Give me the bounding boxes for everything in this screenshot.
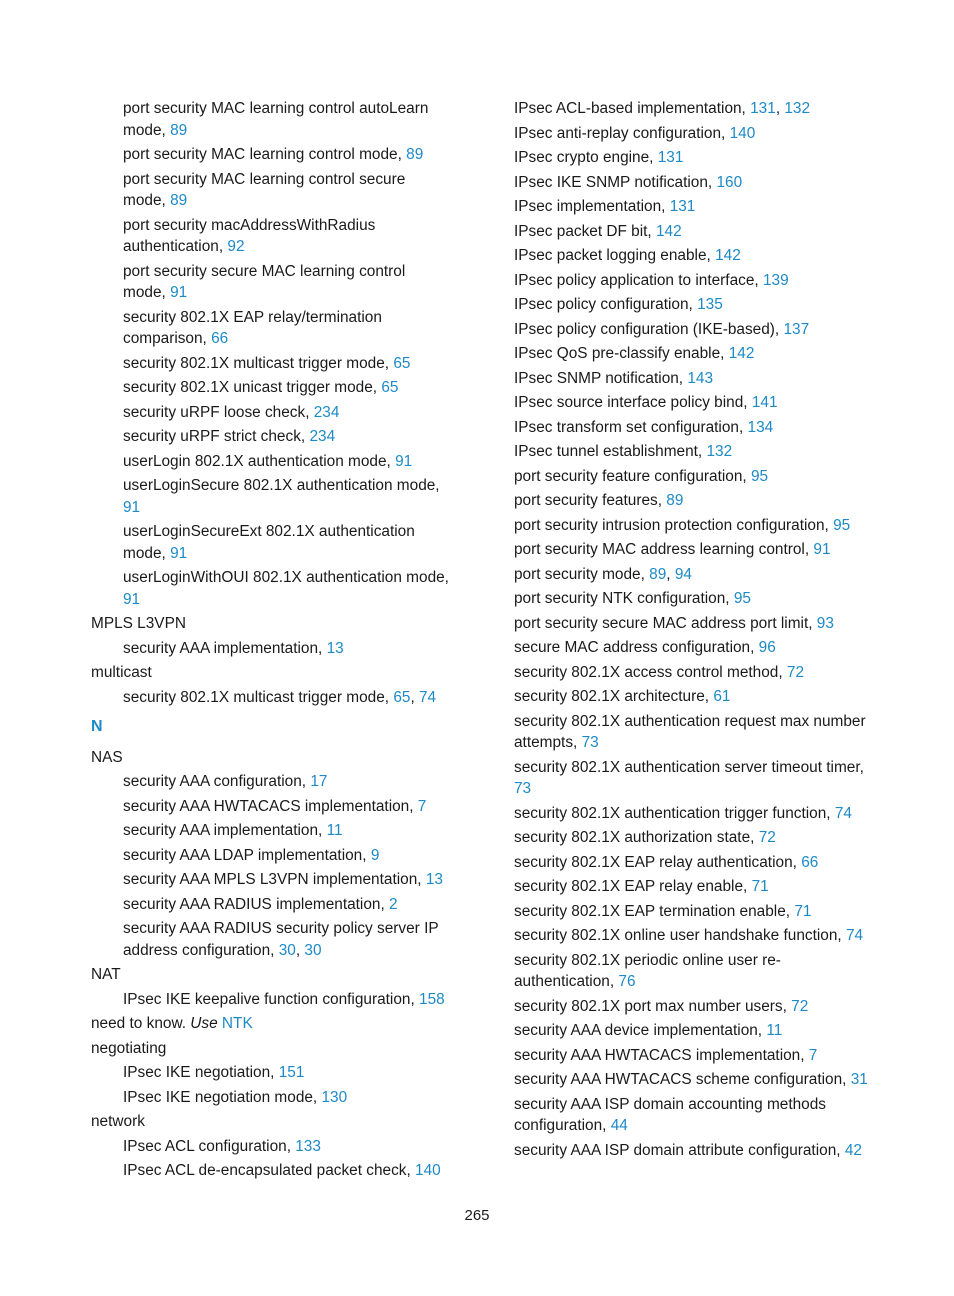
- page-link[interactable]: 132: [784, 100, 811, 117]
- index-subentry: [91, 918, 451, 961]
- index-entry: [514, 901, 874, 923]
- index-subentry: [91, 426, 451, 448]
- index-term: security AAA implementation,: [123, 639, 327, 657]
- index-term: security 802.1X EAP relay enable,: [514, 878, 752, 895]
- index-subentry: [91, 845, 451, 867]
- page-link[interactable]: 160: [716, 173, 743, 191]
- ref-separator: ,: [295, 941, 305, 959]
- page-link[interactable]: 131: [669, 198, 696, 215]
- index-term: port security MAC learning control mode,: [123, 146, 407, 163]
- page-link[interactable]: 131: [657, 149, 684, 166]
- index-term: userLoginSecure 802.1X authentication mode,: [123, 477, 440, 494]
- index-entry: [514, 343, 874, 365]
- page-link[interactable]: 130: [321, 1088, 348, 1106]
- index-subentry: [91, 215, 451, 258]
- ref-separator: ,: [666, 565, 675, 583]
- index-term: NAT: [91, 966, 121, 983]
- page-link[interactable]: 96: [758, 639, 776, 656]
- index-term: security 802.1X authorization state,: [514, 829, 759, 846]
- index-subentry: [91, 894, 451, 916]
- index-term: IPsec ACL-based implementation,: [514, 100, 751, 117]
- index-entry: [514, 319, 874, 341]
- index-entry: [514, 172, 874, 194]
- index-term: NAS: [91, 748, 123, 766]
- index-entry: [91, 964, 451, 986]
- page-link[interactable]: 7: [417, 797, 427, 815]
- page-link[interactable]: 71: [794, 902, 812, 920]
- index-term: port security secure MAC address port limit,: [514, 614, 817, 632]
- page-link[interactable]: 95: [733, 590, 751, 607]
- index-entry: [514, 368, 874, 390]
- page-link[interactable]: 131: [750, 100, 776, 117]
- index-term: IPsec packet DF bit,: [514, 222, 656, 240]
- page-link[interactable]: 65: [393, 354, 411, 372]
- page-link[interactable]: 76: [618, 973, 636, 990]
- index-entry: [514, 98, 874, 120]
- index-term: need to know.: [91, 1015, 191, 1032]
- page-link[interactable]: 91: [170, 284, 188, 301]
- index-subentry: [91, 989, 451, 1011]
- page-link[interactable]: 89: [170, 192, 188, 209]
- index-subentry: [91, 261, 451, 304]
- page-link[interactable]: 2: [389, 895, 398, 913]
- index-subentry: [91, 869, 451, 891]
- page-link[interactable]: 151: [278, 1064, 305, 1081]
- index-entry: [91, 747, 451, 769]
- index-term: IPsec policy configuration (IKE-based),: [514, 320, 784, 338]
- page-link[interactable]: 132: [706, 443, 733, 460]
- index-subentry: [91, 451, 451, 473]
- index-term: IPsec policy application to interface,: [514, 271, 763, 289]
- index-term: IPsec QoS pre-classify enable,: [514, 345, 729, 362]
- index-term: security AAA HWTACACS scheme configuration,: [514, 1071, 851, 1088]
- index-entry: [514, 564, 874, 586]
- index-entry: [91, 662, 451, 684]
- index-term: IPsec ACL de-encapsulated packet check,: [123, 1162, 416, 1179]
- index-term: security AAA device implementation,: [514, 1022, 767, 1039]
- index-entry: [91, 1111, 451, 1133]
- index-subentry: [91, 1136, 451, 1158]
- index-term: IPsec IKE keepalive function configuration,: [123, 990, 420, 1008]
- index-entry: [514, 588, 874, 610]
- index-term: userLogin 802.1X authentication mode,: [123, 452, 396, 470]
- page-link[interactable]: 95: [750, 467, 769, 485]
- index-term: negotiating: [91, 1039, 167, 1057]
- page-link[interactable]: 71: [751, 878, 769, 895]
- index-term: IPsec transform set configuration,: [514, 418, 748, 436]
- index-entry: [514, 662, 874, 684]
- index-entry: [514, 515, 874, 537]
- page-link[interactable]: 13: [326, 639, 344, 657]
- index-entry: [514, 803, 874, 825]
- page-link[interactable]: 89: [649, 565, 667, 583]
- page-link[interactable]: 65: [393, 688, 411, 706]
- index-term: security 802.1X multicast trigger mode,: [123, 354, 394, 372]
- index-term: port security features,: [514, 492, 667, 509]
- index-term: userLoginSecureExt 802.1X authentication mode,: [123, 523, 415, 562]
- page-link[interactable]: 94: [674, 565, 692, 583]
- index-entry: [514, 876, 874, 898]
- index-entry: [514, 1020, 874, 1042]
- index-entry: [514, 613, 874, 635]
- index-entry: [514, 490, 874, 512]
- page-link[interactable]: 74: [419, 688, 437, 706]
- index-term: IPsec packet logging enable,: [514, 247, 716, 264]
- index-subentry: [91, 771, 451, 793]
- index-term: port security mode,: [514, 565, 650, 583]
- index-term: network: [91, 1113, 145, 1130]
- index-subentry: [91, 638, 451, 660]
- index-term: security uRPF loose check,: [123, 403, 314, 421]
- page-link[interactable]: 91: [395, 452, 413, 470]
- index-entry: [91, 1013, 451, 1035]
- index-term: port security MAC learning control secure mode,: [123, 170, 406, 209]
- index-term: IPsec implementation,: [514, 198, 670, 215]
- index-term: port security macAddressWithRadius authentication,: [123, 216, 376, 255]
- see-reference-label: Use: [190, 1015, 218, 1032]
- index-term: multicast: [91, 664, 152, 681]
- page-link[interactable]: 91: [170, 544, 188, 562]
- index-term: IPsec tunnel establishment,: [514, 443, 707, 460]
- index-entry: [514, 147, 874, 169]
- index-term: security AAA HWTACACS implementation,: [123, 797, 418, 815]
- index-term: security AAA ISP domain attribute configuration,: [514, 1141, 845, 1159]
- index-term: secure MAC address configuration,: [514, 639, 759, 656]
- index-entry: [514, 196, 874, 218]
- page-link[interactable]: 142: [728, 345, 755, 362]
- page-link[interactable]: 66: [211, 330, 229, 347]
- index-entry: [91, 1038, 451, 1060]
- index-subentry: [91, 1160, 451, 1182]
- page-link[interactable]: 139: [762, 271, 789, 289]
- index-term: security 802.1X authentication trigger function,: [514, 804, 835, 822]
- index-term: security AAA ISP domain accounting methods configuration,: [514, 1095, 826, 1134]
- page-link[interactable]: 142: [715, 247, 741, 264]
- page-link[interactable]: 7: [808, 1046, 818, 1064]
- index-term: security 802.1X architecture,: [514, 688, 714, 705]
- index-term: security AAA HWTACACS implementation,: [514, 1046, 809, 1064]
- page-link[interactable]: 66: [801, 853, 819, 871]
- index-subentry: [91, 377, 451, 399]
- index-entry: [514, 686, 874, 708]
- index-term: IPsec source interface policy bind,: [514, 394, 752, 411]
- index-term: security 802.1X access control method,: [514, 663, 787, 681]
- page-link[interactable]: 42: [844, 1141, 862, 1159]
- index-letter-heading: N: [91, 718, 103, 735]
- index-subentry: [91, 567, 451, 610]
- page-link[interactable]: 17: [310, 773, 328, 790]
- index-term: security 802.1X periodic online user re-authentication,: [514, 951, 781, 990]
- index-term: port security MAC learning control autoLearn mode,: [123, 100, 429, 139]
- page-link[interactable]: 65: [381, 379, 399, 396]
- page-link[interactable]: 95: [833, 516, 851, 534]
- index-subentry: [91, 475, 451, 518]
- index-subentry: [91, 796, 451, 818]
- index-subentry: [91, 98, 451, 141]
- index-term: security AAA RADIUS implementation,: [123, 895, 390, 913]
- index-entry: [514, 245, 874, 267]
- index-subentry: [91, 144, 451, 166]
- index-term: port security secure MAC learning control mode,: [123, 262, 406, 301]
- page-link[interactable]: 72: [786, 663, 805, 681]
- page-link[interactable]: 89: [666, 492, 684, 509]
- page-link[interactable]: 13: [425, 871, 443, 888]
- page-link[interactable]: NTK: [221, 1015, 253, 1032]
- index-term: port security feature configuration,: [514, 467, 751, 485]
- index-subentry: [91, 353, 451, 375]
- index-term: security 802.1X unicast trigger mode,: [123, 379, 382, 396]
- index-term: IPsec IKE SNMP notification,: [514, 173, 717, 191]
- index-subentry: [91, 521, 451, 564]
- index-subentry: [91, 1062, 451, 1084]
- page-link[interactable]: 140: [415, 1162, 441, 1179]
- page-link[interactable]: 142: [656, 222, 682, 240]
- index-subentry: [91, 687, 451, 709]
- index-entry: [514, 637, 874, 659]
- page-link[interactable]: 140: [729, 124, 756, 142]
- index-term: IPsec IKE negotiation mode,: [123, 1088, 322, 1106]
- index-entry: [514, 1094, 874, 1137]
- ref-separator: ,: [410, 688, 419, 706]
- page-link[interactable]: 91: [123, 498, 141, 516]
- index-entry: [514, 1069, 874, 1091]
- page-link[interactable]: 74: [845, 927, 864, 944]
- index-entry: [514, 827, 874, 849]
- index-term: port security intrusion protection configuration,: [514, 516, 834, 534]
- page-link[interactable]: 30: [278, 941, 296, 959]
- index-subentry: [91, 1087, 451, 1109]
- index-term: security 802.1X EAP relay authentication,: [514, 853, 802, 871]
- page-link[interactable]: 137: [783, 320, 810, 338]
- page-link[interactable]: 234: [309, 428, 336, 445]
- index-term: security uRPF strict check,: [123, 428, 310, 445]
- ref-separator: ,: [775, 100, 785, 117]
- index-subentry: [91, 169, 451, 212]
- index-term: security 802.1X authentication server timeout timer,: [514, 758, 864, 776]
- page-link[interactable]: 89: [170, 121, 188, 139]
- index-entry: [514, 996, 874, 1018]
- index-entry: [514, 270, 874, 292]
- index-term: IPsec ACL configuration,: [123, 1137, 296, 1155]
- index-subentry: [91, 307, 451, 350]
- index-term: security 802.1X online user handshake function,: [514, 927, 846, 944]
- index-term: MPLS L3VPN: [91, 615, 186, 632]
- index-entry: [514, 392, 874, 414]
- index-term: security AAA implementation,: [123, 822, 327, 839]
- index-term: security 802.1X EAP termination enable,: [514, 902, 795, 920]
- index-column-right: [514, 98, 874, 1164]
- page-link[interactable]: 234: [313, 403, 340, 421]
- index-term: port security MAC address learning control,: [514, 541, 814, 558]
- index-term: IPsec crypto engine,: [514, 149, 658, 166]
- page-link[interactable]: 9: [370, 846, 380, 864]
- page-link[interactable]: 91: [813, 541, 831, 558]
- page-link[interactable]: 134: [747, 418, 774, 436]
- page-link[interactable]: 93: [816, 614, 834, 632]
- index-term: IPsec IKE negotiation,: [123, 1064, 279, 1081]
- index-entry: [91, 613, 451, 635]
- page-link[interactable]: 133: [295, 1137, 321, 1155]
- index-subentry: [91, 402, 451, 424]
- page-link[interactable]: 73: [514, 780, 532, 797]
- index-entry: [514, 1140, 874, 1162]
- page-link[interactable]: 135: [697, 296, 723, 313]
- index-term: security 802.1X authentication request max number attempts,: [514, 712, 866, 751]
- index-entry: [514, 294, 874, 316]
- page-link[interactable]: 61: [713, 688, 731, 705]
- index-entry: [514, 539, 874, 561]
- index-entry: [514, 221, 874, 243]
- index-term: security AAA RADIUS security policy server IP address configuration,: [123, 920, 439, 959]
- page-link[interactable]: 11: [326, 822, 343, 839]
- page-link[interactable]: 72: [791, 997, 809, 1015]
- page-link[interactable]: 73: [581, 734, 599, 751]
- page-link[interactable]: 74: [834, 804, 852, 822]
- index-term: security AAA LDAP implementation,: [123, 846, 371, 864]
- index-entry: [514, 757, 874, 800]
- index-term: IPsec anti-replay configuration,: [514, 124, 730, 142]
- index-term: security 802.1X EAP relay/termination comparison,: [123, 308, 382, 347]
- index-entry: [514, 711, 874, 754]
- page-number: 265: [464, 1207, 490, 1224]
- page-link[interactable]: 72: [758, 829, 776, 846]
- page-link[interactable]: 143: [687, 369, 714, 387]
- index-term: IPsec SNMP notification,: [514, 369, 688, 387]
- index-entry: [514, 123, 874, 145]
- index-term: security AAA MPLS L3VPN implementation,: [123, 871, 426, 888]
- index-entry: [514, 441, 874, 463]
- page-link[interactable]: 11: [766, 1022, 783, 1039]
- page-link[interactable]: 31: [850, 1071, 868, 1088]
- index-entry: [514, 950, 874, 993]
- index-entry: [514, 466, 874, 488]
- page-link[interactable]: 30: [304, 941, 322, 959]
- index-term: security 802.1X port max number users,: [514, 997, 792, 1015]
- page-link[interactable]: 91: [123, 590, 141, 608]
- page-link[interactable]: 141: [751, 394, 778, 411]
- index-column-left: [91, 98, 451, 1185]
- page-link[interactable]: 44: [610, 1117, 628, 1134]
- page-link[interactable]: 89: [406, 146, 424, 163]
- index-term: security AAA configuration,: [123, 773, 311, 790]
- page-link[interactable]: 92: [227, 238, 245, 255]
- page-link[interactable]: 158: [419, 990, 445, 1008]
- index-subentry: [91, 820, 451, 842]
- index-entry: [514, 417, 874, 439]
- index-term: port security NTK configuration,: [514, 590, 734, 607]
- index-entry: [514, 852, 874, 874]
- index-entry: [514, 925, 874, 947]
- index-term: security 802.1X multicast trigger mode,: [123, 688, 394, 706]
- index-entry: [514, 1045, 874, 1067]
- index-term: IPsec policy configuration,: [514, 296, 698, 313]
- index-term: userLoginWithOUI 802.1X authentication mode,: [123, 569, 449, 586]
